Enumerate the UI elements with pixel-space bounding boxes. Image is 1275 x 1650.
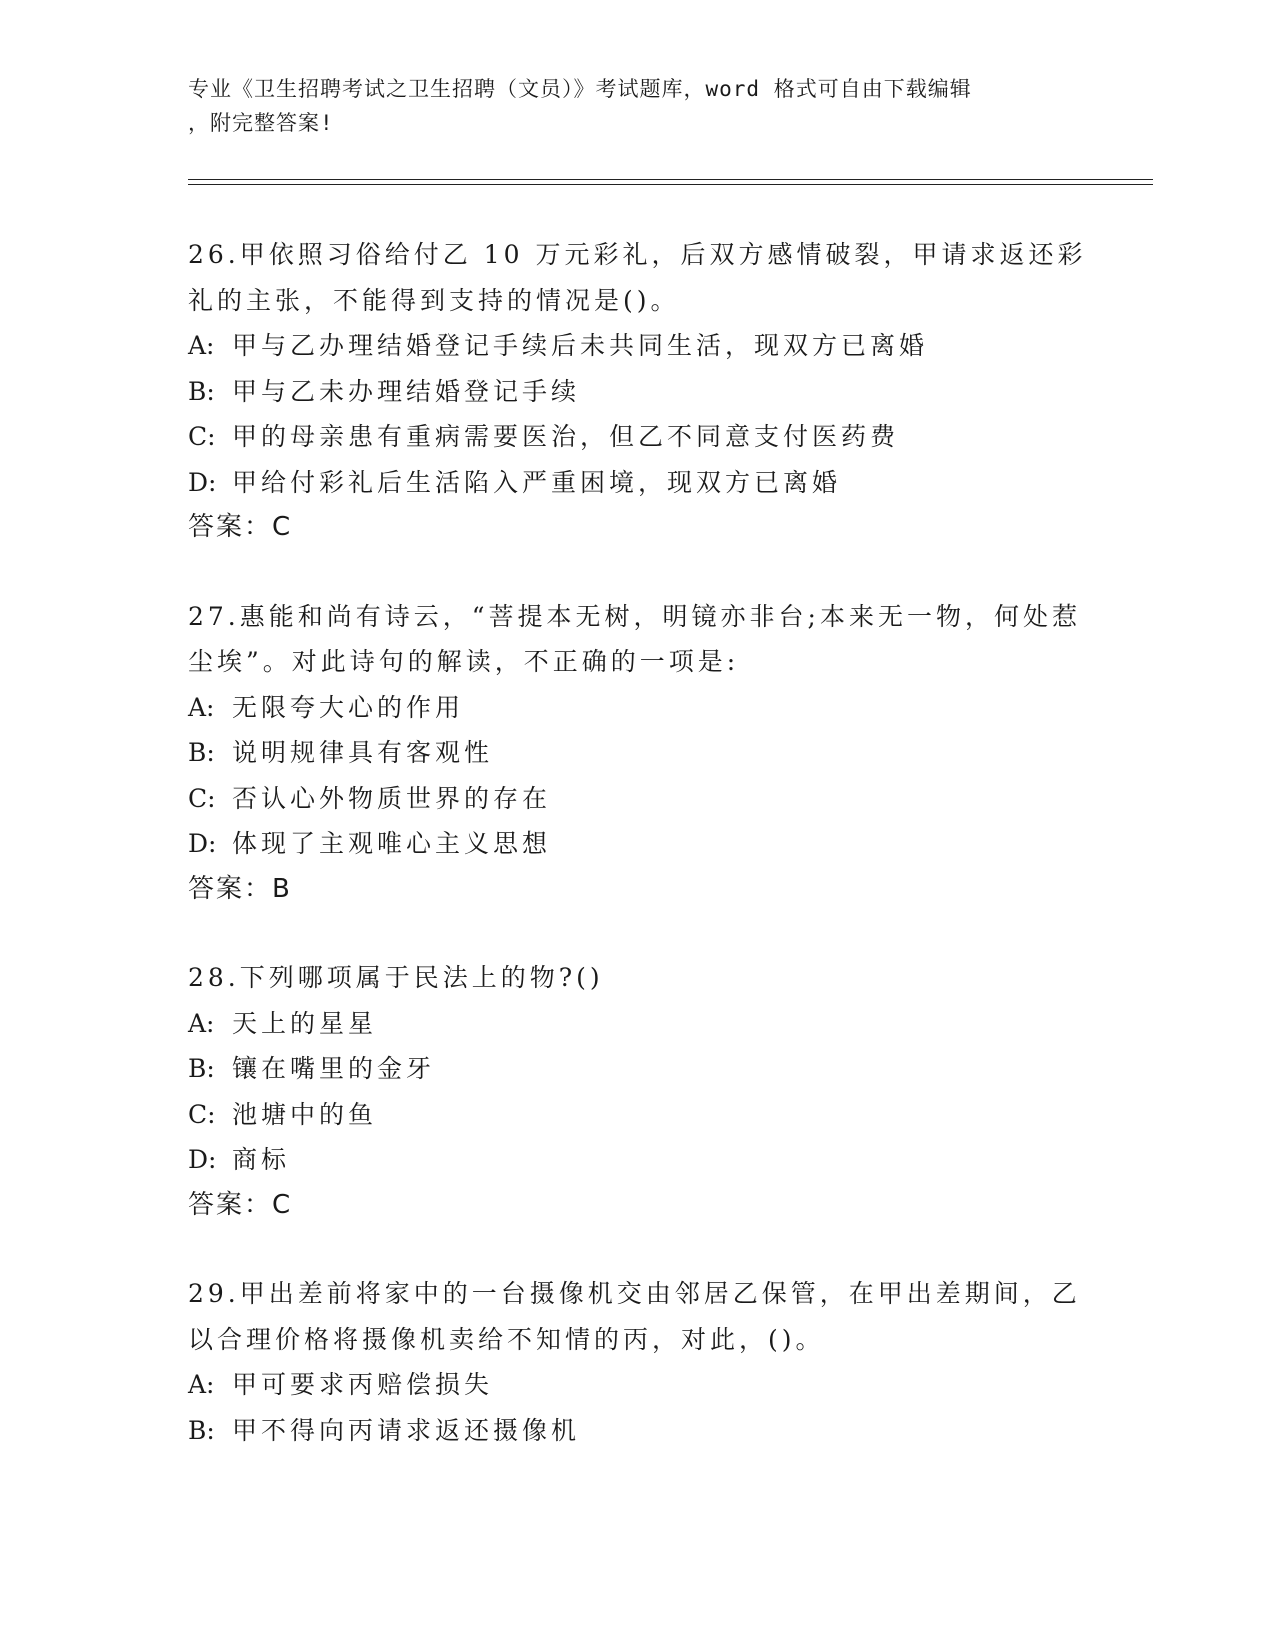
option-text: 说明规律具有客观性 [232,738,494,767]
option-a [188,323,1088,369]
option-key: B: [188,1054,215,1083]
option-text: 甲可要求丙赔偿损失 [232,1370,494,1399]
question-stem: 28.下列哪项属于民法上的物?() [188,963,604,992]
option-d [188,460,1088,506]
option-text: 甲的母亲患有重病需要医治，但乙不同意支付医药费 [232,422,900,451]
option-key: B: [188,738,215,767]
option-text: 池塘中的鱼 [232,1099,378,1129]
option-key: B: [188,376,215,406]
answer-line: 答案：B [188,873,292,904]
header-divider-bottom [188,184,1153,185]
answer-line: 答案：C [188,1189,293,1220]
header-line-2: ，附完整答案! [188,111,334,135]
option-b [188,1408,1088,1454]
option-text: 甲不得向丙请求返还摄像机 [232,1415,581,1445]
option-text: 体现了主观唯心主义思想 [232,829,552,858]
question-stem: 27.惠能和尚有诗云，“菩提本无树，明镜亦非台;本来无一物，何处惹尘埃”。对此诗句的解读，不正确的一项是: [188,601,1081,676]
option-key: D: [188,829,217,858]
option-key: C: [188,422,216,451]
option-key: D: [188,467,217,497]
question-29 [188,1271,1088,1453]
option-text: 天上的星星 [232,1008,378,1038]
header-divider-top [188,179,1153,180]
option-b [188,1046,1088,1092]
option-text: 甲给付彩礼后生活陷入严重困境，现双方已离婚 [232,467,842,497]
option-key: C: [188,783,216,813]
option-text: 甲与乙未办理结婚登记手续 [232,376,581,406]
option-a [188,685,1088,731]
option-a [188,1001,1088,1047]
option-b [188,369,1088,415]
option-key: D: [188,1145,217,1174]
option-b [188,730,1088,776]
question-28 [188,955,1088,1228]
option-key: A: [188,692,215,722]
option-key: A: [188,331,215,360]
option-text: 镶在嘴里的金牙 [232,1054,436,1083]
question-26 [188,232,1088,551]
option-text: 商标 [232,1145,291,1174]
option-key: C: [188,1099,216,1129]
option-key: B: [188,1415,215,1445]
option-text: 甲与乙办理结婚登记手续后未共同生活，现双方已离婚 [232,331,929,360]
question-stem: 29.甲出差前将家中的一台摄像机交由邻居乙保管，在甲出差期间，乙以合理价格将摄像机卖给不知情的丙，对此，()。 [188,1279,1081,1354]
question-list [188,232,1088,1496]
option-key: A: [188,1370,215,1399]
option-c [188,414,1088,460]
option-text: 否认心外物质世界的存在 [232,783,552,813]
answer-line: 答案：C [188,512,293,542]
option-text: 无限夸大心的作用 [232,692,465,722]
option-d [188,821,1088,867]
option-c [188,1092,1088,1138]
option-c [188,776,1088,822]
question-27 [188,594,1088,913]
option-a [188,1362,1088,1408]
question-stem: 26.甲依照习俗给付乙 10 万元彩礼，后双方感情破裂，甲请求返还彩礼的主张，不能得到支持的情况是()。 [188,240,1087,315]
document-header [188,72,1088,140]
option-d [188,1137,1088,1183]
header-line-1: 专业《卫生招聘考试之卫生招聘（文员）》考试题库，word 格式可自由下载编辑 [188,77,972,101]
option-key: A: [188,1008,215,1038]
